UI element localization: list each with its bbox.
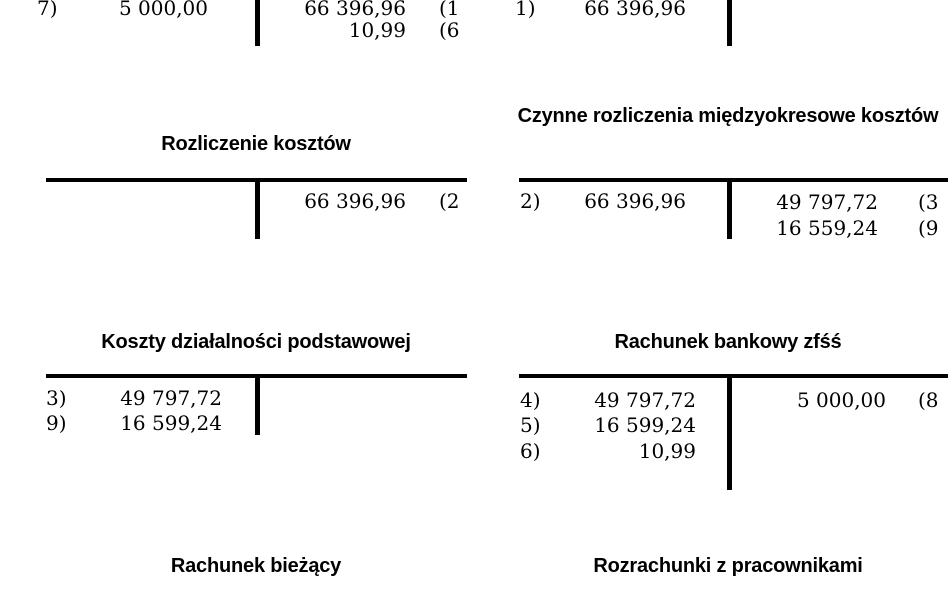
entry-ref: 9) — [46, 411, 67, 435]
entry-amount: 49 797,72 — [120, 386, 222, 410]
entry-amount: 49 797,72 — [594, 388, 696, 412]
entry-ref: 2) — [520, 189, 541, 213]
account-divider-vertical — [255, 374, 260, 435]
account-divider-horizontal — [519, 178, 948, 182]
account-divider-vertical — [255, 0, 260, 46]
entry-ref: (8 — [918, 388, 939, 412]
entry-ref: 7) — [37, 0, 58, 20]
account-title: Rozliczenie kosztów — [161, 133, 351, 155]
account-divider-vertical — [727, 178, 732, 239]
account-title: Rachunek bankowy zfśś — [614, 331, 842, 353]
account-divider-vertical — [255, 178, 260, 239]
entry-ref: 4) — [520, 388, 541, 412]
entry-amount: 66 396,96 — [304, 189, 406, 213]
account-title: Rachunek bieżący — [170, 555, 342, 577]
entry-amount: 16 599,24 — [594, 413, 696, 437]
entry-ref: (1 — [439, 0, 460, 20]
entry-ref: (3 — [918, 190, 939, 214]
entry-amount: 5 000,00 — [796, 388, 886, 412]
entry-amount: 10,99 — [348, 18, 406, 42]
entry-ref: (6 — [439, 18, 460, 42]
account-title: Koszty działalności podstawowej — [101, 331, 411, 353]
entry-amount: 66 396,96 — [584, 0, 686, 20]
entry-amount: 5 000,00 — [118, 0, 208, 20]
entry-ref: (9 — [918, 216, 939, 240]
entry-amount: 66 396,96 — [584, 189, 686, 213]
entry-ref: (2 — [439, 189, 460, 213]
entry-amount: 16 599,24 — [120, 411, 222, 435]
entry-ref: 3) — [46, 386, 67, 410]
account-divider-vertical — [727, 0, 732, 46]
account-title: Rozrachunki z pracownikami — [593, 555, 863, 577]
entry-amount: 16 559,24 — [776, 216, 878, 240]
entry-amount: 10,99 — [638, 439, 696, 463]
entry-ref: 1) — [515, 0, 536, 20]
entry-ref: 5) — [520, 413, 541, 437]
entry-ref: 6) — [520, 439, 541, 463]
entry-amount: 66 396,96 — [304, 0, 406, 20]
entry-amount: 49 797,72 — [776, 190, 878, 214]
account-title: Czynne rozliczenia międzyokresowe kosztów — [517, 105, 939, 127]
account-divider-horizontal — [519, 374, 948, 378]
account-divider-vertical — [727, 376, 732, 490]
